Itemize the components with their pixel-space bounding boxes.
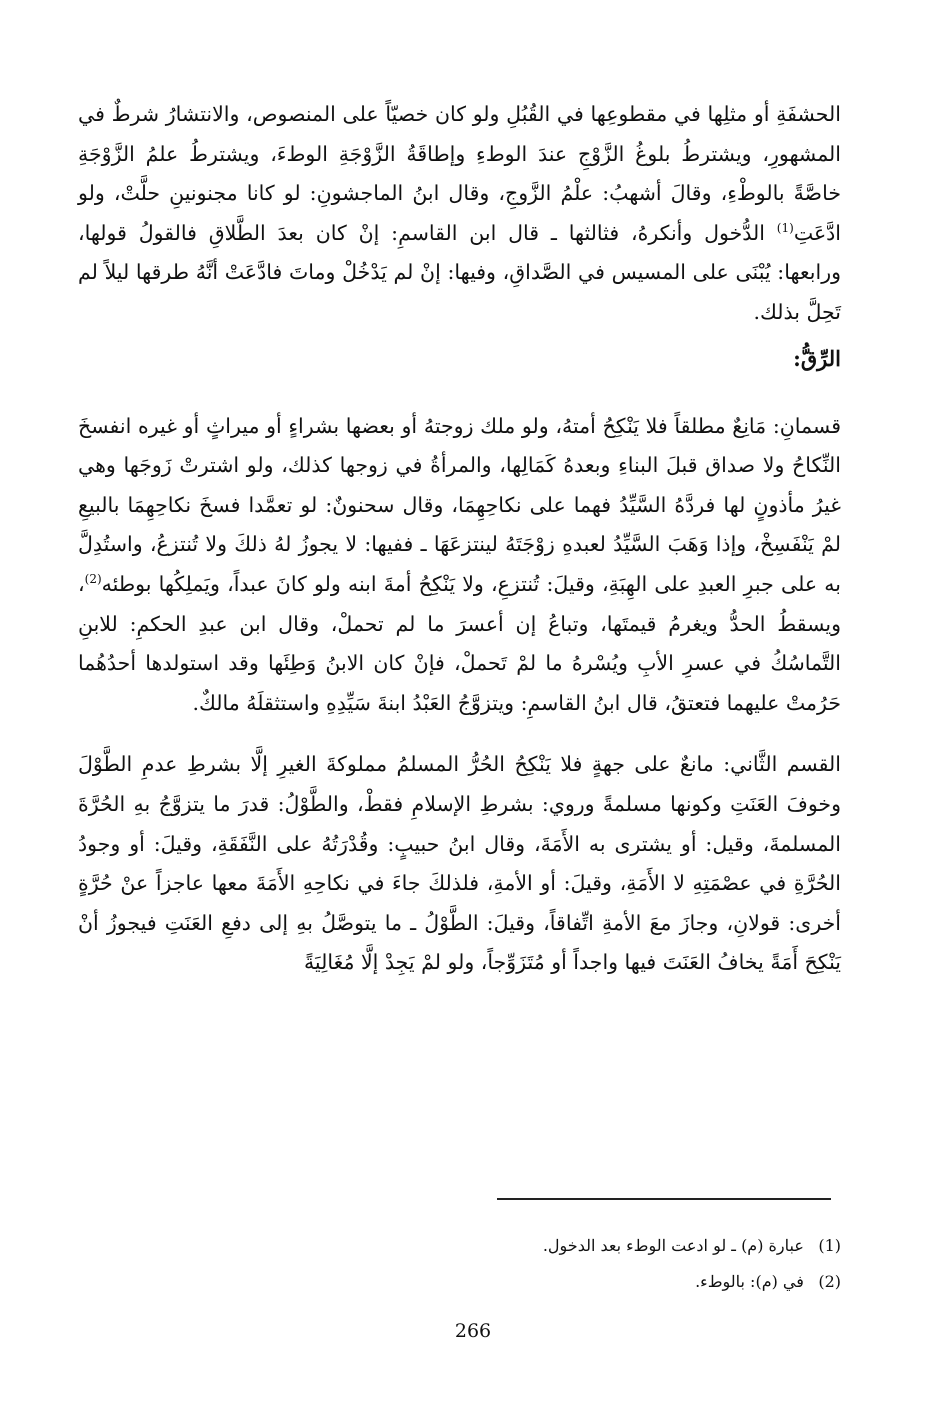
paragraph-2 bbox=[78, 407, 841, 724]
footnote-text: في (م): بالوطء. bbox=[695, 1272, 804, 1291]
page-number: 266 bbox=[454, 1320, 492, 1342]
footnote-number: (1) bbox=[818, 1236, 841, 1255]
footnote-ref-2: (2) bbox=[84, 572, 102, 587]
footnote-1 bbox=[101, 1228, 841, 1264]
section-heading: الرِّقُّ: bbox=[793, 345, 841, 371]
paragraph-1-part-2: الدُّخول وأنكرهُ، فثالثها ـ قال ابن القاسمِ: إنْ كان بعدَ الطَّلاقِ فالقولُ قولها، ورابعها: يُبْنَى على المسيس في الصَّداقِ، وفيها: إنْ لم يَدْخُلْ وماتَ فادَّعَتْ أنَّهُ طرقها ليلاً لم تَحِلَّ بذلك. bbox=[78, 220, 841, 324]
paragraph-1-part-1: الحشفَةِ أو مثلِها في مقطوعِها في القُبُلِ ولو كان خصيّاً على المنصوص، والانتشارُ شرطٌ في المشهورِ، ويشترطُ بلوغُ الزَّوْجِ عندَ الوطءِ وإطاقَةُ الزَّوْجَةِ الوطءَ، ويشترطُ علمُ الزَّوْجَةِ خاصَّةً بالوطْءِ، وقالَ أشهبُ: علْمُ الزَّوجِ، وقال ابنُ الماجشونِ: لو كانا مجنونينِ حلَّتْ، ولو ادَّعَتِ bbox=[78, 102, 841, 245]
footnotes bbox=[101, 1228, 841, 1300]
footnote-ref-1: (1) bbox=[776, 220, 794, 235]
footnote-text: عبارة (م) ـ لو ادعت الوطء بعد الدخول. bbox=[542, 1236, 804, 1255]
paragraph-2-part-2: ، ويسقطُ الحدُّ ويغرمُ قيمتَها، وتباعُ إن أعسرَ ما لم تحملْ، وقال ابن عبدِ الحكمِ: للابنِ التَّماسُكُ في عسرِ الأبِ ويُسْرهُ ما لمْ تَحملْ، فإنْ كان الابنُ وَطِئَها وقد استولدها أحدُهُما حَرُمتْ عليهما فتعتقُ، قال ابنُ القاسمِ: ويتزوَّجُ العَبْدُ ابنةَ سَيِّدِهِ واستثقلَهُ مالكٌ. bbox=[78, 571, 841, 715]
paragraph-3: القسم الثَّاني: مانعٌ على جهةٍ فلا يَنْكِحُ الحُرُّ المسلمُ مملوكةَ الغيرِ إلَّا بشرطِ عدمِ الطَّوْلَ وخوفَ العَنَتِ وكونها مسلمةً وروي: بشرطِ الإسلامِ فقطْ، والطَّوْلُ: قدرَ ما يتزوَّجُ بهِ الحُرَّةَ المسلمةَ، وقيل: أو يشترى به الأَمَةَ، وقال ابنُ حبيبٍ: وقُدْرَتُهُ على النَّفَقَةِ، وقيلَ: أو وجودُ الحُرَّةِ في عصْمَتِهِ لا الأَمَةِ، وقيلَ: أو الأمةِ، فلذلكَ جاءَ في نكاحِهِ الأَمَةَ معها عاجزاً عنْ حُرَّةٍ أخرى: قولانِ، وجازَ معَ الأمةِ اتِّفاقاً، وقيلَ: الطَّوْلُ ـ ما يتوصَّلُ بهِ إلى دفعِ العَنَتِ فيجوزُ أنْ يَنْكِحَ أَمَةً يخافُ العَنَتَ فيها واجداً أو مُتَزَوِّجاً، ولو لمْ يَجِدْ إلَّا مُغَالِيَةً bbox=[78, 752, 841, 975]
footnote-number: (2) bbox=[818, 1272, 841, 1291]
main-text bbox=[78, 95, 841, 983]
paragraph-1 bbox=[78, 95, 841, 333]
paragraph-2-part-1: قسمانِ: مَانِعٌ مطلقاً فلا يَنْكِحُ أمتهُ، ولو ملك زوجتهُ أو بعضها بشراءٍ أو ميراثٍ أو غيره انفسخَ النِّكاحُ ولا صداق قبلَ البناءِ وبعدهُ كَمَالِها، والمرأةُ في زوجها كذلك، ولو اشترتْ زَوجَها وهي غيرُ مأذونٍ لها فردَّهُ السَّيِّدُ فهما على نكاحِهِمَا، وقال سحنونٌ: لو تعمَّدا فسخَ نكاحِهِمَا بالبيعِ لمْ يَنْفَسِخْ، وإذا وَهَبَ السَّيِّدُ لعبدهِ زوْجَتَهُ لينتزعَهَا ـ ففيها: لا يجوزُ لهُ ذلكَ ولا تُنتزعُ، واستُدِلَّ به على جبرِ العبدِ على الهِبَةِ، وقيلَ: تُنتزعِ، ولا يَنْكِحُ أمةَ ابنه ولو كانَ عبداً، ويَملِكُها بوطئه bbox=[78, 413, 841, 596]
footnote-2 bbox=[101, 1264, 841, 1300]
footnote-separator bbox=[497, 1198, 831, 1200]
